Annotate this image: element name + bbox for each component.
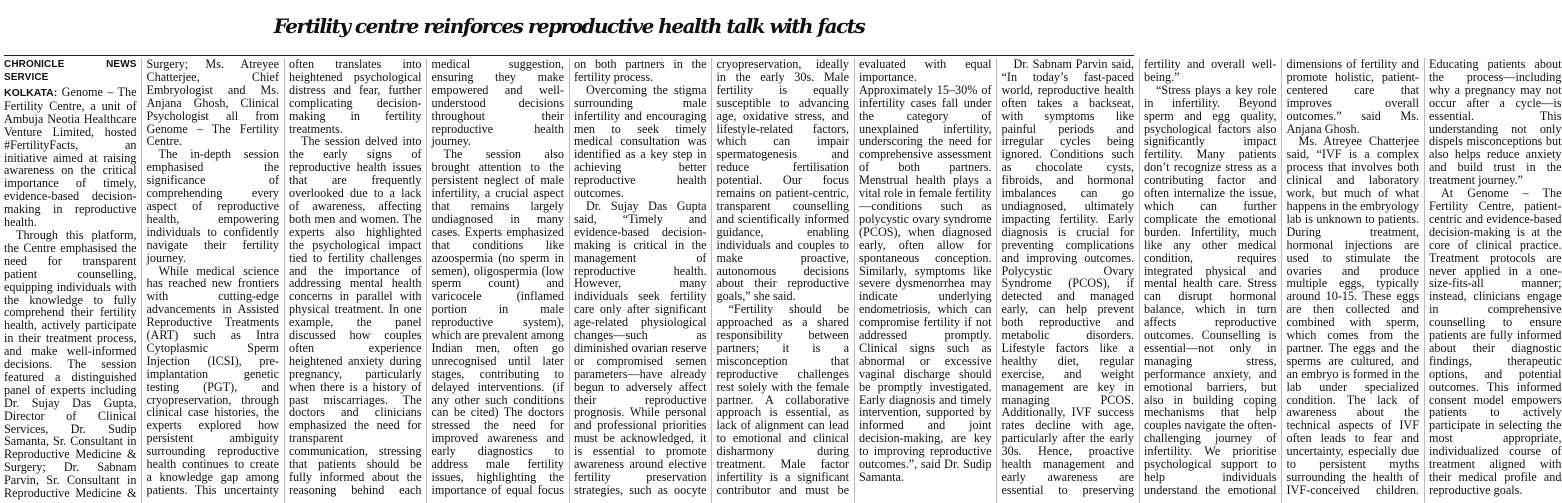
article-paragraph: The session delved into the early signs of reproductive health issues that are frequently overlooked due to a lack of awareness, affecting both men and women. The experts also highlighted the psychological impact tied to fertility challenges and the importance of addressing mental health concerns in parallel with physical treatment. In one example, the panel discussed how couples often experience heightened anxiety during pregnancy, particularly when there is a history of past miscarriages. The doctors and clinicians emphasized the need for transparent communication, stressing that patients should be fully informed about the reasoning behind each medical suggestion, ensuring they make empowered and well-understood decisions throughout their reproductive health journey. bbox=[289, 57, 564, 497]
article-paragraph: “Stress plays a key role in infertility. Beyond sperm and egg quality, psychological factors also significantly impact fertility. Many patients don’t recognize stress as a contributing factor and often internalize the issue, which can further complicate the emotional burden. Infertility, much like any other medical condition, requires integrated physical and mental health care. Stress can disrupt hormonal balance, which in turn affects reproductive outcomes. Counselling is essential—not only in managing stress, performance anxiety, and emotional barriers, but also in building coping mechanisms that help couples navigate the often-challenging journey of infertility. We prioritise psychological support to help individuals understand the emotional dimensions of fertility and promote holistic, patient-centered care that improves overall outcomes.” said Ms. Anjana Ghosh. bbox=[1144, 57, 1419, 497]
article-paragraph: Dr. Sabnam Parvin said, “In today’s fast-paced world, reproductive health often takes a backseat, with symptoms like painful periods and irregular cycles being ignored. Conditions such as chocolate cysts, fibroids, and hormonal imbalances can go undiagnosed, ultimately impacting fertility. Early diagnosis is crucial for preventing complications and improving outcomes. Polycystic Ovary Syndrome (PCOS), if detected and managed early, can help prevent both reproductive and metabolic disorders. Lifestyle factors like a healthy diet, regular exercise, and weight management are key in managing PCOS. Additionally, IVF success rates decline with age, particularly after the early 30s. Hence, proactive health management and early awareness are essential to preserving fertility and overall well-being.” bbox=[1001, 57, 1277, 497]
article-paragraph: While medical science has reached new frontiers with cutting-edge advancements in Assisted Reproductive Treatments (ART) such as Intra Cytoplasmic Sperm Injection (ICSI), pre-implantation genetic testing (PGT), and cryopreservation, through clinical case histories, the experts explored how persistent ambiguity surrounding reproductive health continues to create a knowledge gap among patients. This uncertainty often translates into heightened psychological distress and fear, further complicating decision-making in fertility treatments. bbox=[146, 57, 422, 497]
article-paragraph bbox=[4, 86, 137, 229]
article-paragraph: At Genome – The Fertility Centre, patient-centric and evidence-based decision-making is at the core of clinical practice. Treatment protocols are never applied in a one-size-fits-all manner; instead, clinicians engage in comprehensive counselling to ensure patients are fully informed about their diagnostic findings, therapeutic options, and potential outcomes. This informed consent model empowers patients to actively participate in selecting the most appropriate, individualized course of treatment aligned with their medical profile and reproductive goals. bbox=[1429, 186, 1562, 497]
article-paragraph: Dr. Sujay Das Gupta said, “Timely and evidence-based decision-making is critical in the management of reproductive health. However, many individuals seek fertility care only after significant age-related physiological changes—such as diminished ovarian reserve or compromised semen parameters—have already begun to adversely affect their reproductive prognosis. While personal and professional priorities must be acknowledged, it is essential to promote awareness around elective fertility preservation strategies, such as oocyte cryopreservation, ideally in the early 30s. Male fertility is equally susceptible to advancing age, oxidative stress, and lifestyle-related factors, which can impair spermatogenesis and reduce fertilisation potential. Our focus remains on patient-centric, transparent counselling and scientifically informed guidance, enabling individuals and couples to make proactive, autonomous decisions about their reproductive goals,” she said. bbox=[574, 57, 849, 497]
article-paragraph: Through this platform, the Centre emphasised the need for transparent patient counselling, equipping individuals with the knowledge to fully comprehend their fertility health, actively participate in their treatment process, and make well-informed decisions. The session featured a distinguished panel of experts including Dr. Sujay Das Gupta, Director of Clinical Services, Dr. Sudip Samanta, Sr. Consultant in Reproductive Medicine & Surgery; Dr. Sabnam Parvin, Sr. Consultant in Reproductive Medicine & Surgery; Ms. Atreyee Chatterjee, Chief Embryologist and Ms. Anjana Ghosh, Clinical Psychologist all from Genome – The Fertility Centre. bbox=[4, 57, 279, 501]
headline: Fertility centre reinforces reproductive health talk with facts bbox=[273, 14, 865, 38]
byline: CHRONICLE NEWS SERVICE bbox=[4, 59, 137, 83]
article-paragraph: The in-depth session emphasised the significance of comprehending every aspect of reproductive health, empowering individuals to confidently navigate their fertility journey. bbox=[146, 147, 279, 265]
article-paragraph: Ms. Atreyee Chatterjee said, “IVF is a complex process that involves both clinical and laboratory work, but much of what happens in the embryology lab is unknown to patients. During treatment, hormonal injections are used to stimulate the ovaries and produce multiple eggs, typically around 10-15. These eggs are then collected and combined with sperm, which comes from the partner. The eggs and the sperms are cultured, and an embryo is formed in the lab under specialized condition. The lack of awareness about the technical aspects of IVF often leads to fear and uncertainty, especially due to persistent myths surrounding the health of IVF-conceived children. Educating patients about the process—including why a pregnancy may not occur after a cycle—is essential. This understanding not only dispels misconceptions but also helps reduce anxiety and build trust in the treatment journey.” bbox=[1286, 57, 1562, 497]
article-paragraph: Overcoming the stigma surrounding male infertility and encouraging men to seek timely medical consultation was identified as a key step in achieving better reproductive health outcomes. bbox=[574, 82, 707, 201]
dateline: KOLKATA: bbox=[4, 87, 58, 99]
article-paragraph: “Fertility should be approached as a shared responsibility between partners; it is a misconception that reproductive challenges rest solely with the female partner. A collaborative approach is essential, as lack of alignment can lead to emotional and clinical disharmony during treatment. Male factor infertility is a significant contributor and must be evaluated with equal importance. Approximately 15–30% of infertility cases fall under the category of unexplained infertility, underscoring the need for comprehensive assessment of both partners. Menstrual health plays a vital role in female fertility—conditions such as polycystic ovary syndrome (PCOS), when diagnosed early, often allow for spontaneous conception. Similarly, symptoms like severe dysmenorrhea may indicate underlying endometriosis, which can compromise fertility if not addressed promptly. Clinical signs such as abnormal or excessive vaginal discharge should be promptly investigated. Early diagnosis and timely intervention, supported by informed and joint decision-making, are key to improving reproductive outcomes.”, said Dr. Sudip Samanta. bbox=[716, 57, 992, 497]
article-paragraph: The session also brought attention to the persistent neglect of male infertility, a crucial aspect that remains largely undiagnosed in many cases. Experts emphasized that conditions like azoospermia (no sperm in semen), oligospermia (low sperm count) and varicocele (inflamed portion in male reproductive system), which are prevalent among Indian men, often go unrecognised until later stages, contributing to delayed interventions. (if any other such conditions can be cited) The doctors stressed the need for improved awareness and early diagnostics to address male fertility issues, highlighting the importance of equal focus on both partners in the fertility process. bbox=[431, 57, 707, 497]
headline-rule bbox=[4, 55, 1134, 56]
article-body bbox=[4, 57, 1562, 503]
paragraph-text: Genome – The Fertility Centre, a unit of Ambuja Neotia Healthcare Venture Limited, hosted #FertilityFacts, an initiative aimed at raising awareness on the critical importance of timely, evidence-based decision-making in reproductive health. bbox=[4, 85, 137, 230]
